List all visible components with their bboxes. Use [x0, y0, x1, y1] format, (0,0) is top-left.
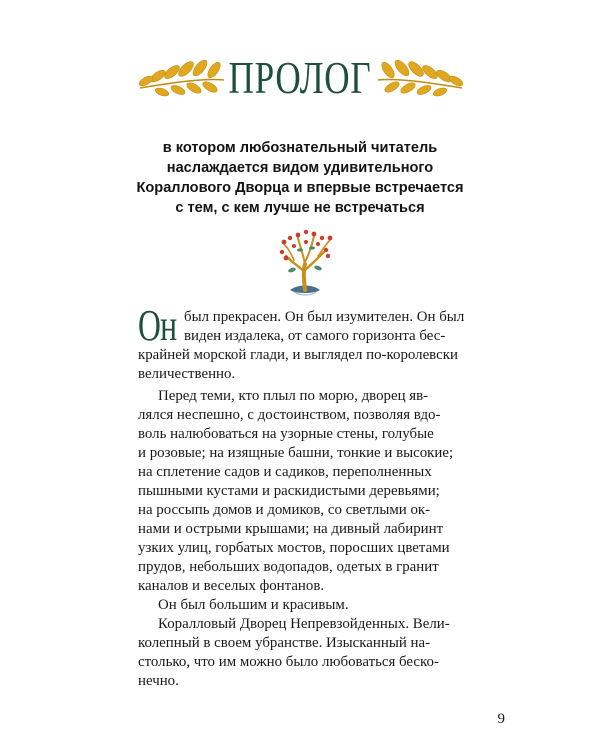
text-line: нечно.: [138, 673, 179, 689]
chapter-heading: [0, 48, 600, 108]
drop-cap: Он: [138, 301, 177, 350]
text-line: виден издалека, от самого горизонта бес-: [184, 328, 446, 344]
text-line: крайней морской глади, и выглядел по-королевски: [138, 347, 458, 363]
text-line: колепный в своем убранстве. Изысканный на-: [138, 635, 431, 651]
text-line: был прекрасен. Он был изумителен. Он был: [184, 309, 465, 325]
text-line: величественно.: [138, 366, 236, 382]
subtitle-line: с тем, с кем лучше не встречаться: [175, 200, 425, 216]
chapter-title: ПРОЛОГ: [228, 53, 372, 103]
text-line: и розовые; на изящные башни, тонкие и высокие;: [138, 445, 454, 461]
subtitle-line: в котором любознательный читатель: [162, 140, 438, 156]
coral-tree-icon: [270, 226, 340, 300]
text-line: воль налюбоваться на узорные стены, голубые: [138, 426, 434, 442]
text-line: каналов и веселых фонтанов.: [138, 578, 325, 594]
text-line: на россыпь домов и домиков, со светлыми ок-: [138, 502, 431, 518]
paragraph: [138, 301, 493, 350]
subtitle-line: Кораллового Дворца и впервые встречается: [136, 180, 464, 196]
chapter-body: [138, 301, 493, 691]
text-line: прудов, небольших водопадов, одетых в гранит: [138, 559, 439, 575]
page-number: 9: [497, 711, 505, 727]
text-line: столько, что им можно было любоваться беско-: [138, 654, 439, 670]
chapter-subtitle: [120, 138, 480, 218]
text-line: на сплетение садов и садиков, переполненных: [138, 464, 432, 480]
text-line: Перед теми, кто плыл по морю, дворец яв-: [158, 388, 429, 404]
text-line: пышными кустами и раскидистыми деревьями;: [138, 483, 440, 499]
text-line: узких улиц, горбатых мостов, поросших цветами: [138, 540, 450, 556]
text-line: Коралловый Дворец Непревзойденных. Вели-: [158, 616, 450, 632]
paragraph: [138, 387, 493, 596]
text-line: Он был большим и красивым.: [158, 597, 349, 613]
text-line: нами и острыми крышами; на дивный лабиринт: [138, 521, 444, 537]
paragraph: [138, 596, 493, 615]
text-line: лялся неспешно, с достоинством, позволяя вдо-: [138, 407, 441, 423]
subtitle-line: наслаждается видом удивительного: [166, 160, 434, 176]
laurel-right-icon: [376, 54, 466, 98]
paragraph: [138, 615, 493, 691]
